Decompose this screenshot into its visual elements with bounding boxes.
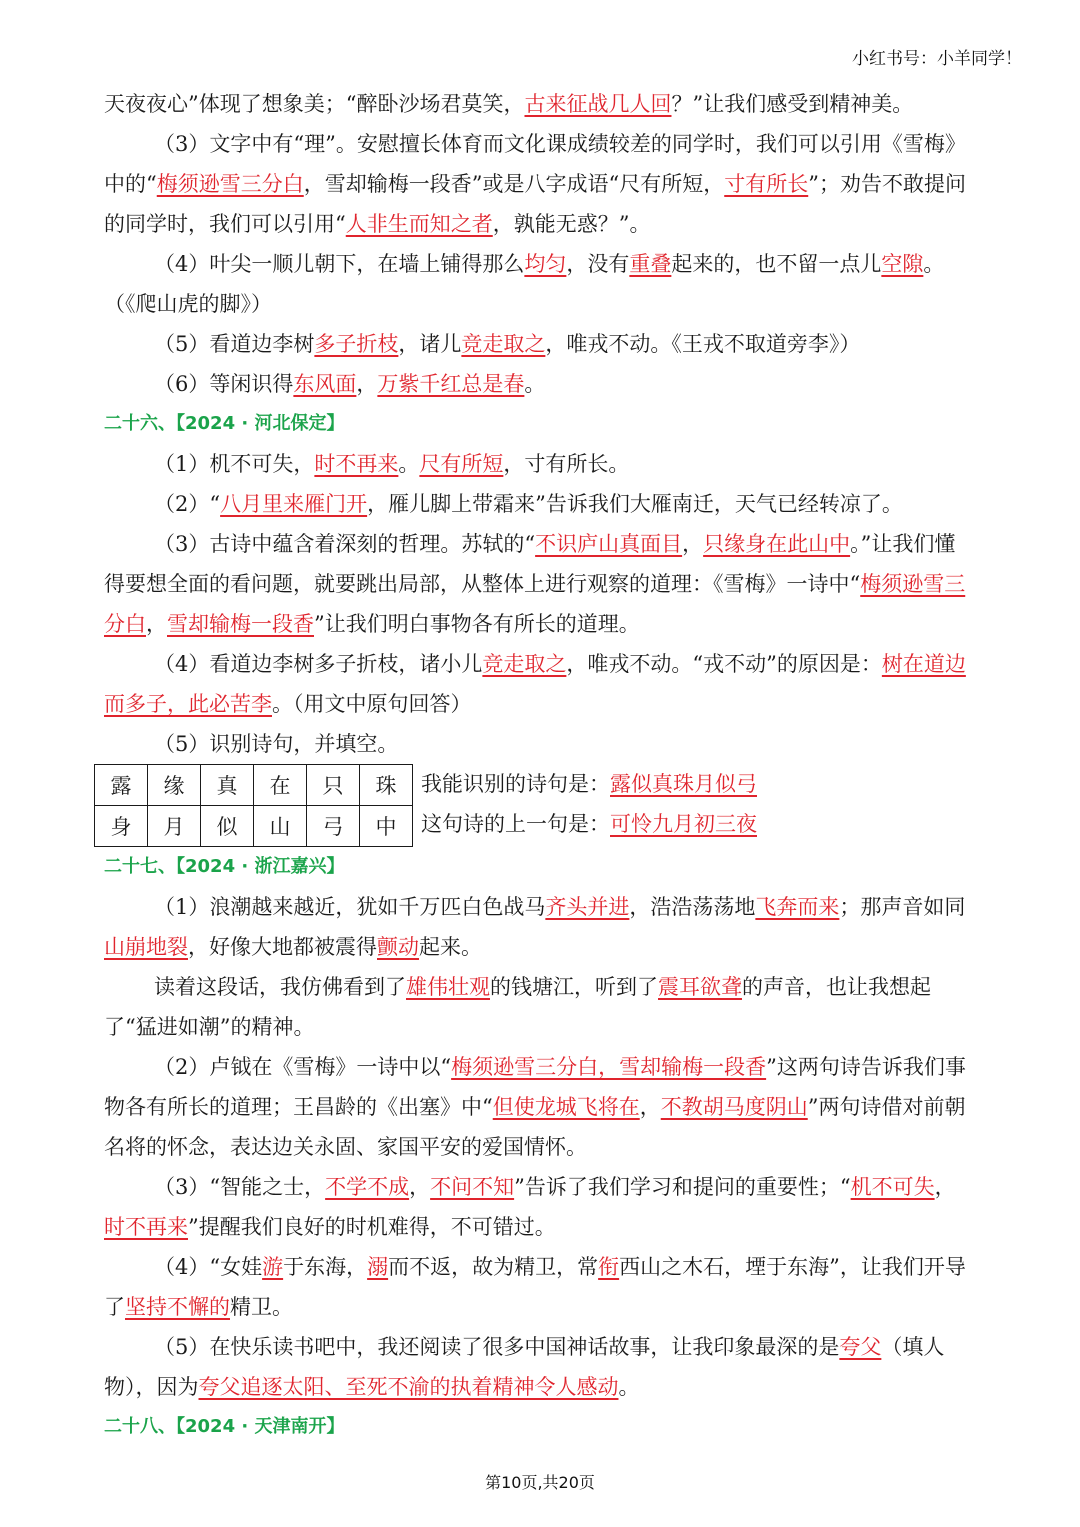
answer: 树在道边而多子，此必苦李 xyxy=(104,652,966,716)
answer: 但使龙城飞将在 xyxy=(492,1095,640,1119)
answer: 竞走取之 xyxy=(461,332,546,356)
section-heading: 二十八、【2024 · 天津南开】 xyxy=(104,1416,345,1437)
poem-grid-block xyxy=(104,764,976,847)
answer: 重叠 xyxy=(629,252,672,276)
paragraph: 我能识别的诗句是：露似真珠月似弓 xyxy=(421,772,757,796)
answer: 尺有所短 xyxy=(419,452,504,476)
paragraph: （2）“八月里来雁门开，雁儿脚上带霜来”告诉我们大雁南迁，天气已经转凉了。 xyxy=(154,492,903,516)
answer: 坚持不懈的 xyxy=(125,1295,230,1319)
answer: 东风面 xyxy=(293,372,357,396)
paragraph: 读着这段话，我仿佛看到了雄伟壮观的钱塘江，听到了震耳欲聋的声音，也让我想起了“猛进如潮”的精神。 xyxy=(104,975,931,1039)
answer: 万紫千红总是春 xyxy=(377,372,525,396)
answer: 夸父追逐太阳、至死不渝的执着精神令人感动 xyxy=(198,1375,619,1399)
paragraph: （3）文字中有“理”。安慰擅长体育而文化课成绩较差的同学时，我们可以引用《雪梅》中的“梅须逊雪三分白，雪却输梅一段香”或是八字成语“尺有所短，寸有所长”；劝告不敢提问的同学时，我们可以引用“人非生而知之者，孰能无惑？”。 xyxy=(104,132,966,236)
paragraph: （5）看道边李树多子折枝，诸儿竞走取之，唯戎不动。《王戎不取道旁李》） xyxy=(154,332,861,356)
answer: 不教胡马度阴山 xyxy=(660,1095,808,1119)
answer: 多子折枝 xyxy=(314,332,399,356)
grid-cell: 弓 xyxy=(307,806,360,847)
answer: 不识庐山真面目 xyxy=(535,532,683,556)
paragraph: （3）古诗中蕴含着深刻的哲理。苏轼的“不识庐山真面目，只缘身在此山中。”让我们懂得要想全面的看问题，就要跳出局部，从整体上进行观察的道理：《雪梅》一诗中“梅须逊雪三分白，雪却输梅一段香”让我们明白事物各有所长的道理。 xyxy=(104,532,966,636)
grid-answers xyxy=(417,764,757,844)
page-number: 第10页,共20页 xyxy=(485,1473,595,1492)
answer: 震耳欲聋 xyxy=(658,975,742,999)
answer: 时不再来 xyxy=(104,1215,188,1239)
answer: 不学不成 xyxy=(325,1175,410,1199)
answer: 游 xyxy=(262,1255,284,1279)
grid-cell: 身 xyxy=(95,806,148,847)
paragraph: 这句诗的上一句是：可怜九月初三夜 xyxy=(421,812,757,836)
answer: 寸有所长 xyxy=(724,172,809,196)
answer: 颤动 xyxy=(377,935,419,959)
grid-cell: 在 xyxy=(254,765,307,806)
answer: 空隙 xyxy=(881,252,924,276)
answer: 梅须逊雪三分白 xyxy=(156,172,304,196)
grid-row xyxy=(95,806,413,847)
grid-row xyxy=(95,765,413,806)
answer: 露似真珠月似弓 xyxy=(610,772,757,796)
paragraph: （2）卢钺在《雪梅》一诗中以“梅须逊雪三分白，雪却输梅一段香”这两句诗告诉我们事物各有所长的道理；王昌龄的《出塞》中“但使龙城飞将在，不教胡马度阴山”两句诗借对前朝名将的怀念，表达边关永固、家国平安的爱国情怀。 xyxy=(104,1055,966,1159)
content xyxy=(104,84,976,1447)
paragraph: （1）机不可失，时不再来。尺有所短，寸有所长。 xyxy=(154,452,630,476)
answer: 雄伟壮观 xyxy=(406,975,490,999)
answer: 飞奔而来 xyxy=(755,895,840,919)
answer: 梅须逊雪三分白，雪却输梅一段香 xyxy=(451,1055,767,1079)
grid-cell: 只 xyxy=(307,765,360,806)
answer: 人非生而知之者 xyxy=(345,212,493,236)
answer: 夸父 xyxy=(839,1335,882,1359)
answer: 只缘身在此山中 xyxy=(703,532,851,556)
answer: 衔 xyxy=(598,1255,620,1279)
grid-cell: 中 xyxy=(360,806,413,847)
answer: 可怜九月初三夜 xyxy=(610,812,757,836)
answer: 不问不知 xyxy=(430,1175,515,1199)
answer: 机不可失 xyxy=(850,1175,935,1199)
grid-cell: 珠 xyxy=(360,765,413,806)
answer: 溺 xyxy=(367,1255,389,1279)
answer: 齐头并进 xyxy=(545,895,630,919)
paragraph: 天夜夜心”体现了想象美；“醉卧沙场君莫笑，古来征战几人回？”让我们感受到精神美。 xyxy=(104,92,914,116)
grid-cell: 月 xyxy=(148,806,201,847)
answer: 均匀 xyxy=(524,252,567,276)
answer: 八月里来雁门开 xyxy=(220,492,368,516)
grid-cell: 真 xyxy=(201,765,254,806)
answer: 时不再来 xyxy=(314,452,399,476)
answer: 竞走取之 xyxy=(482,652,567,676)
paragraph: （4）叶尖一顺儿朝下，在墙上铺得那么均匀，没有重叠起来的，也不留一点儿空隙。（《爬山虎的脚》） xyxy=(104,252,945,316)
paragraph: （4）“女娃游于东海，溺而不返，故为精卫，常衔西山之木石，堙于东海”，让我们开导了坚持不懈的精卫。 xyxy=(104,1255,966,1319)
answer: 梅须逊雪三分白 xyxy=(104,572,966,636)
paragraph: （5）在快乐读书吧中，我还阅读了很多中国神话故事，让我印象最深的是夸父（填人物），因为夸父追逐太阳、至死不渝的执着精神令人感动。 xyxy=(104,1335,945,1399)
paragraph: （5）识别诗句，并填空。 xyxy=(154,732,399,756)
character-grid xyxy=(94,764,413,847)
grid-cell: 似 xyxy=(201,806,254,847)
answer: 古来征战几人回 xyxy=(524,92,672,116)
paragraph: （4）看道边李树多子折枝，诸小儿竞走取之，唯戎不动。“戎不动”的原因是：树在道边而多子，此必苦李。（用文中原句回答） xyxy=(104,652,966,716)
paragraph: （3）“智能之士，不学不成，不问不知”告诉了我们学习和提问的重要性；“机不可失，时不再来”提醒我们良好的时机难得，不可错过。 xyxy=(104,1175,956,1239)
answer: 山崩地裂 xyxy=(104,935,188,959)
section-heading: 二十六、【2024 · 河北保定】 xyxy=(104,413,345,434)
section-heading: 二十七、【2024 · 浙江嘉兴】 xyxy=(104,856,345,877)
answer: 雪却输梅一段香 xyxy=(167,612,314,636)
grid-cell: 山 xyxy=(254,806,307,847)
grid-cell: 缘 xyxy=(148,765,201,806)
grid-cell: 露 xyxy=(95,765,148,806)
paragraph: （6）等闲识得东风面，万紫千红总是春。 xyxy=(154,372,546,396)
paragraph: （1）浪潮越来越近，犹如千万匹白色战马齐头并进，浩浩荡荡地飞奔而来；那声音如同山崩地裂，好像大地都被震得颤动起来。 xyxy=(104,895,966,959)
watermark: 小红书号：小羊同学！ xyxy=(852,49,1022,69)
